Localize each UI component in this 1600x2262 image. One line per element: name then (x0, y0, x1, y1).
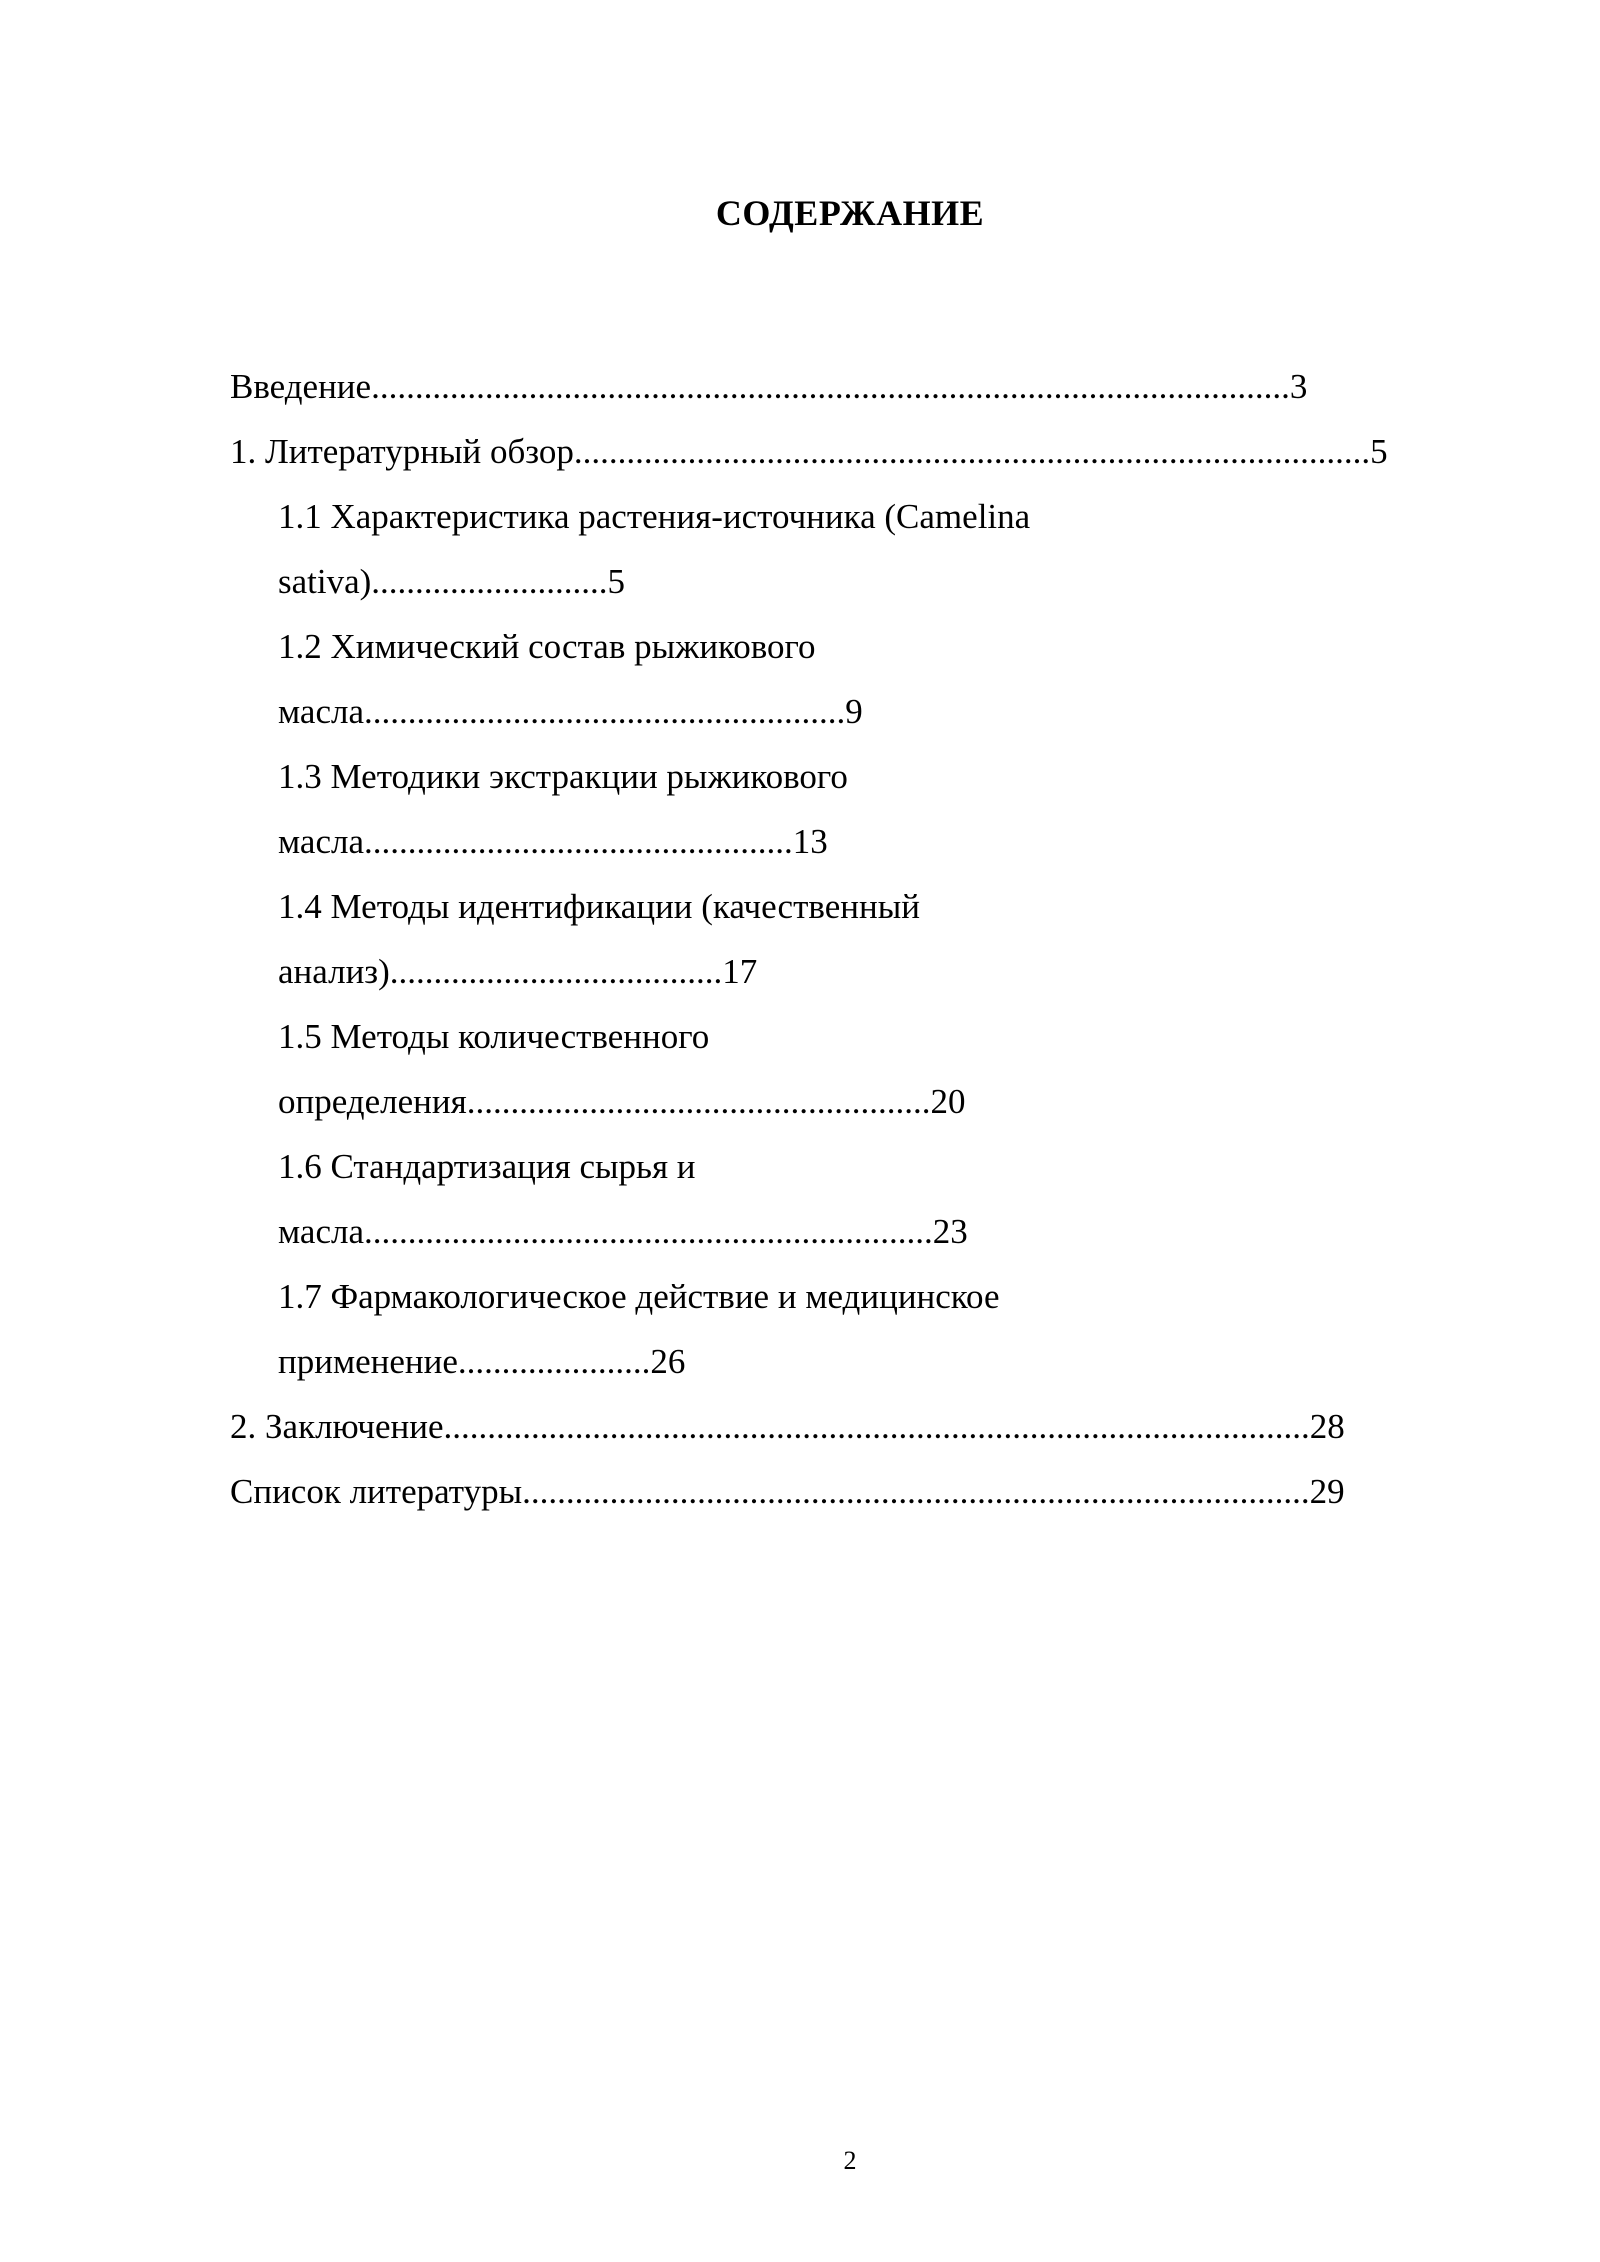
toc-entry: определения.....................................................20 (278, 1082, 966, 1121)
toc-entry: 1.2 Химический состав рыжикового (278, 627, 816, 666)
toc-entry: 1.7 Фармакологическое действие и медицинское (278, 1277, 1000, 1316)
toc-entry: 1.6 Стандартизация сырья и (278, 1147, 696, 1186)
toc-entry: 1.4 Методы идентификации (качественный (278, 887, 920, 926)
toc-entry: 1. Литературный обзор...........................................................................................5 (230, 432, 1388, 471)
page-title: СОДЕРЖАНИЕ (715, 193, 985, 233)
toc-entry: 1.5 Методы количественного (278, 1017, 710, 1056)
toc-entry: анализ)......................................17 (278, 952, 758, 991)
table-of-contents (230, 354, 1470, 1524)
page-number: 2 (843, 2146, 857, 2175)
toc-entry: масла.......................................................9 (278, 692, 863, 731)
toc-entry: применение......................26 (278, 1342, 686, 1381)
toc-entry: 1.3 Методики экстракции рыжикового (278, 757, 848, 796)
toc-entry: 2. Заключение...................................................................................................28 (230, 1407, 1345, 1446)
toc-entry: 1.1 Характеристика растения-источника (Camelina (278, 497, 1031, 536)
toc-entry: масла.................................................13 (278, 822, 828, 861)
toc-entry: Список литературы..........................................................................................29 (230, 1472, 1345, 1511)
toc-entry: Введение.........................................................................................................3 (230, 367, 1308, 406)
toc-entry: масла.................................................................23 (278, 1212, 968, 1251)
toc-entry: sativa)...........................5 (278, 562, 626, 601)
